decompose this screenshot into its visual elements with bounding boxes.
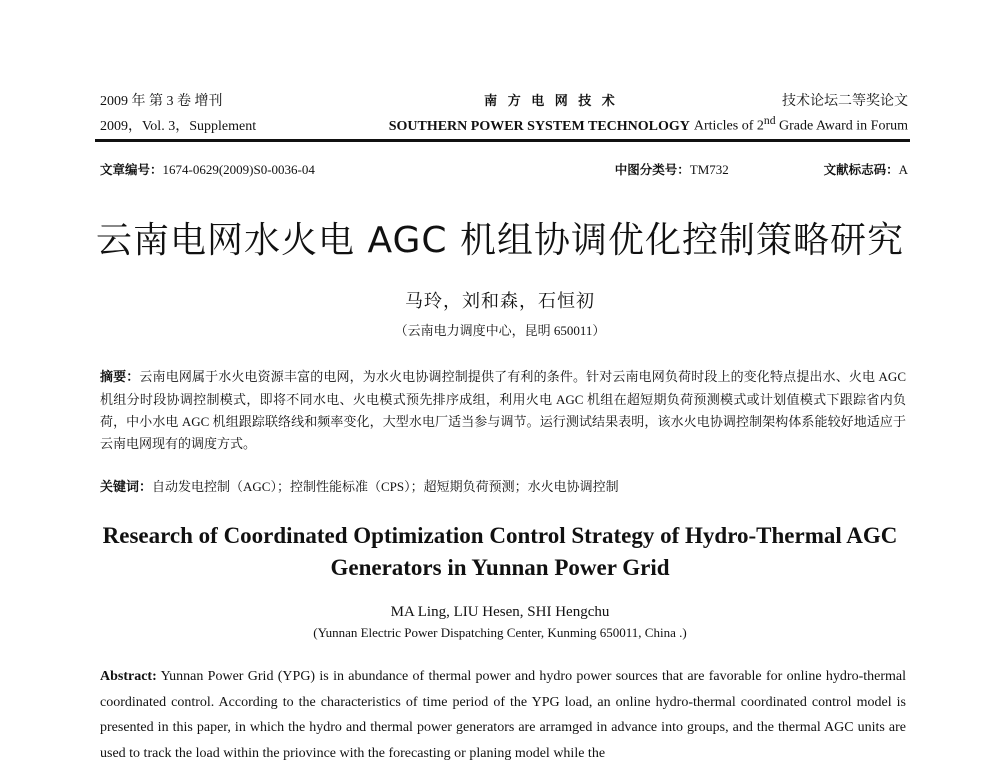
paper-title-cn: 云南电网水火电 AGC 机组协调优化控制策略研究	[96, 220, 904, 261]
journal-header-cn	[100, 90, 908, 110]
issue-info-cn: 2009 年 第 3 卷 增刊	[100, 94, 223, 109]
classification-number	[402, 160, 822, 178]
document-code	[824, 160, 908, 178]
document-code-label: 文献标志码：	[823, 162, 899, 177]
award-note-en-prefix: Articles of 2	[693, 118, 764, 134]
header-rule	[95, 139, 910, 142]
keywords-cn-text: 自动发电控制（AGC）；控制性能标准（CPS）；超短期负荷预测；水火电协调控制	[152, 479, 619, 494]
affiliation-cn: （云南电力调度中心，昆明 650011）	[394, 323, 606, 338]
abstract-cn	[100, 366, 906, 455]
issue-info-en: 2009，Vol. 3，Supplement	[100, 118, 257, 134]
journal-header-en	[100, 114, 908, 135]
journal-name-en: SOUTHERN POWER SYSTEM TECHNOLOGY	[388, 118, 690, 134]
abstract-en-text: Yunnan Power Grid (YPG) is in abundance of thermal power and hydro power sources that are favorable for online hydro-thermal coordinated control. According to the characteristics of time period of the YPG load, an online hydro-thermal coordinated control model is presented in this paper, in which the hydro and thermal power generators are arramged in advance into groups, and the thermal AGC units are used to track the load within the priovince with the forecasting or planing model while the	[100, 669, 906, 761]
abstract-cn-text: 云南电网属于水火电资源丰富的电网，为水火电协调控制提供了有利的条件。针对云南电网负荷时段上的变化特点提出水、火电 AGC 机组分时段协调控制模式，即将不同水电、火电模式预先排序成组，利用火电 AGC 机组在超短期负荷预测模式或计划值模式下跟踪省内负荷，中小水电 AGC 机组跟踪联络线和频率变化，大型水电厂适当参与调节。运行测试结果表明，该水火电协调控制架构体系能较好地适应于云南电网现有的调度方式。	[100, 369, 906, 451]
article-number	[100, 160, 400, 178]
award-note-en-sup: nd	[763, 114, 776, 127]
award-note-en	[694, 114, 908, 135]
classification-label: 中图分类号：	[614, 162, 690, 177]
article-number-label: 文章编号：	[100, 162, 163, 177]
keywords-cn	[100, 476, 906, 495]
affiliation-en: (Yunnan Electric Power Dispatching Center, Kunming 650011, China .)	[313, 625, 687, 640]
classification-value: TM732	[689, 162, 729, 177]
keywords-cn-label: 关键词：	[100, 480, 153, 495]
document-code-value: A	[898, 162, 908, 177]
article-meta	[100, 160, 908, 178]
abstract-en-label: Abstract:	[100, 669, 157, 684]
authors-en: MA Ling, LIU Hesen, SHI Hengchu	[390, 604, 610, 620]
journal-name-cn: 南 方 电 网 技 术	[484, 94, 618, 109]
authors-cn: 马玲，刘和森，石恒初	[405, 291, 595, 311]
article-number-value: 1674-0629(2009)S0-0036-04	[162, 162, 315, 177]
abstract-cn-label: 摘要：	[100, 370, 140, 385]
award-note-cn: 技术论坛二等奖论文	[782, 94, 908, 109]
paper-title-en: Research of Coordinated Optimization Control Strategy of Hydro-Thermal AGC Generators in Yunnan Power Grid	[102, 523, 898, 580]
award-note-en-suffix: Grade Award in Forum	[775, 118, 908, 134]
abstract-en	[100, 664, 906, 766]
